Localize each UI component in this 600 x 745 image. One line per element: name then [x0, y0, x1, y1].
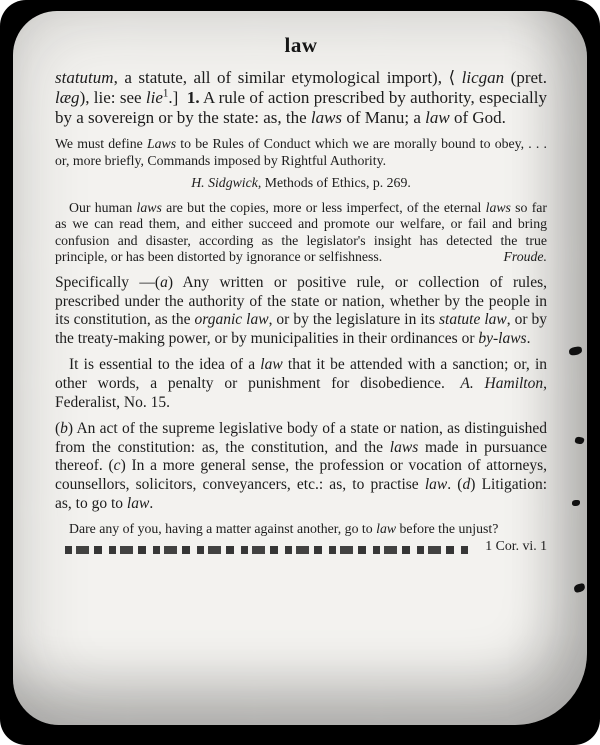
- text-segment: by-laws: [478, 329, 527, 347]
- text-segment: of Manu; a: [342, 108, 426, 128]
- quote-hamilton-text: [55, 356, 547, 412]
- text-segment: law: [424, 475, 448, 493]
- text-segment: c: [113, 457, 121, 475]
- quote-sidgwick-text: [55, 136, 547, 169]
- text-segment: ) Litigation: as, to go to: [55, 475, 547, 512]
- text-segment: .: [149, 494, 154, 512]
- text-segment: lie: [145, 88, 163, 108]
- text-segment: statutum: [55, 68, 114, 87]
- definition-1-text: [55, 68, 547, 128]
- text-segment: .]: [168, 88, 187, 108]
- text-segment: .: [526, 329, 531, 347]
- text-segment: (: [55, 420, 61, 438]
- text-segment: (pret.: [504, 68, 547, 87]
- text-segment: We must define: [55, 136, 147, 152]
- text-segment: It is essential to the idea of a: [69, 356, 261, 374]
- text-segment: læg: [55, 88, 80, 108]
- text-segment: , Methods of Ethics, p. 269.: [257, 175, 411, 191]
- text-segment: law: [376, 521, 397, 537]
- text-segment: . (: [447, 475, 463, 493]
- text-segment: Froude.: [503, 249, 547, 265]
- text-segment: laws: [389, 438, 419, 456]
- text-segment: law: [425, 108, 450, 128]
- text-segment: Specifically —(: [55, 273, 161, 291]
- quote-froude-text: [55, 200, 547, 266]
- text-segment: ) Any written or positive rule, or collection of rules, prescribed under the authority of the state or nation, whether by the people in its constitution, as the: [55, 273, 547, 329]
- text-segment: , Federalist, No. 15.: [55, 374, 547, 411]
- text-segment: , a statute, all of similar etymological import), ⟨: [113, 68, 462, 87]
- text-segment: statute law: [439, 311, 507, 329]
- definition-b-c-d-text: [55, 420, 547, 513]
- text-segment: made in pursuance thereof. (: [55, 438, 547, 475]
- text-segment: of God.: [449, 108, 506, 128]
- text-segment: H. Sidgwick: [191, 175, 258, 191]
- text-segment: law: [260, 356, 283, 374]
- definition-specifically-a-text: [55, 274, 547, 348]
- text-segment: d: [462, 475, 471, 493]
- quote-sidgwick-attribution: [55, 175, 547, 192]
- text-segment: Our human: [69, 199, 137, 215]
- text-segment: that it be attended with a sanction; or, in other words, a penalty or punishment for disobedience.: [55, 356, 548, 392]
- text-segment: licgan: [461, 68, 505, 87]
- text-segment: laws: [485, 199, 511, 215]
- cut-off-text-line: [65, 546, 471, 554]
- text-segment: A. Hamilton: [460, 374, 544, 392]
- text-segment: laws: [136, 199, 162, 215]
- text-segment: so far as we can read them, and either succeed and promote our welfare, or fail and bring confusion and disaster, according as the legislator's insight has detected the true principle, or has been distorted by ignorance or selfishness.: [55, 199, 548, 265]
- text-segment: organic law: [194, 311, 269, 329]
- text-segment: before the unjust?: [396, 521, 499, 537]
- page-title-headword: law: [284, 33, 318, 57]
- text-segment: a: [160, 273, 168, 291]
- text-segment: 1 Cor. vi. 1: [485, 537, 547, 553]
- text-segment: ) An act of the supreme legislative body of a state or nation, as distinguished from the constitution: as, the constitution, and the: [55, 420, 547, 456]
- text-segment: A rule of action prescribed by authority, especially by a sovereign or by the state: as, the: [55, 88, 547, 128]
- text-segment: to be Rules of Conduct which we are morally bound to obey, . . . or, more briefly, Commands imposed by Rightful Authority.: [55, 136, 548, 168]
- dictionary-page: [13, 11, 587, 725]
- text-segment: law: [126, 494, 150, 512]
- text-segment: Dare any of you, having a matter against another, go to: [69, 521, 377, 537]
- text-segment: are but the copies, more or less imperfect, of the eternal: [161, 199, 486, 215]
- text-segment: Laws: [146, 136, 177, 152]
- text-segment: , or by the treaty-making power, or by municipalities in their ordinances or: [55, 311, 547, 347]
- text-segment: , or by the legislature in its: [268, 311, 439, 329]
- text-segment: laws: [310, 108, 343, 128]
- quote-corinthians-text: [55, 521, 547, 553]
- text-segment: ), lie: see: [79, 88, 146, 108]
- text-segment: ) In a more general sense, the profession or vocation of attorneys, counsellors, solicitors, conveyancers, etc.: as, to practise: [55, 457, 547, 493]
- text-segment: 1: [162, 87, 169, 100]
- text-segment: b: [60, 420, 68, 438]
- text-segment: 1.: [186, 88, 200, 108]
- scan-artifact-mark: [572, 500, 580, 506]
